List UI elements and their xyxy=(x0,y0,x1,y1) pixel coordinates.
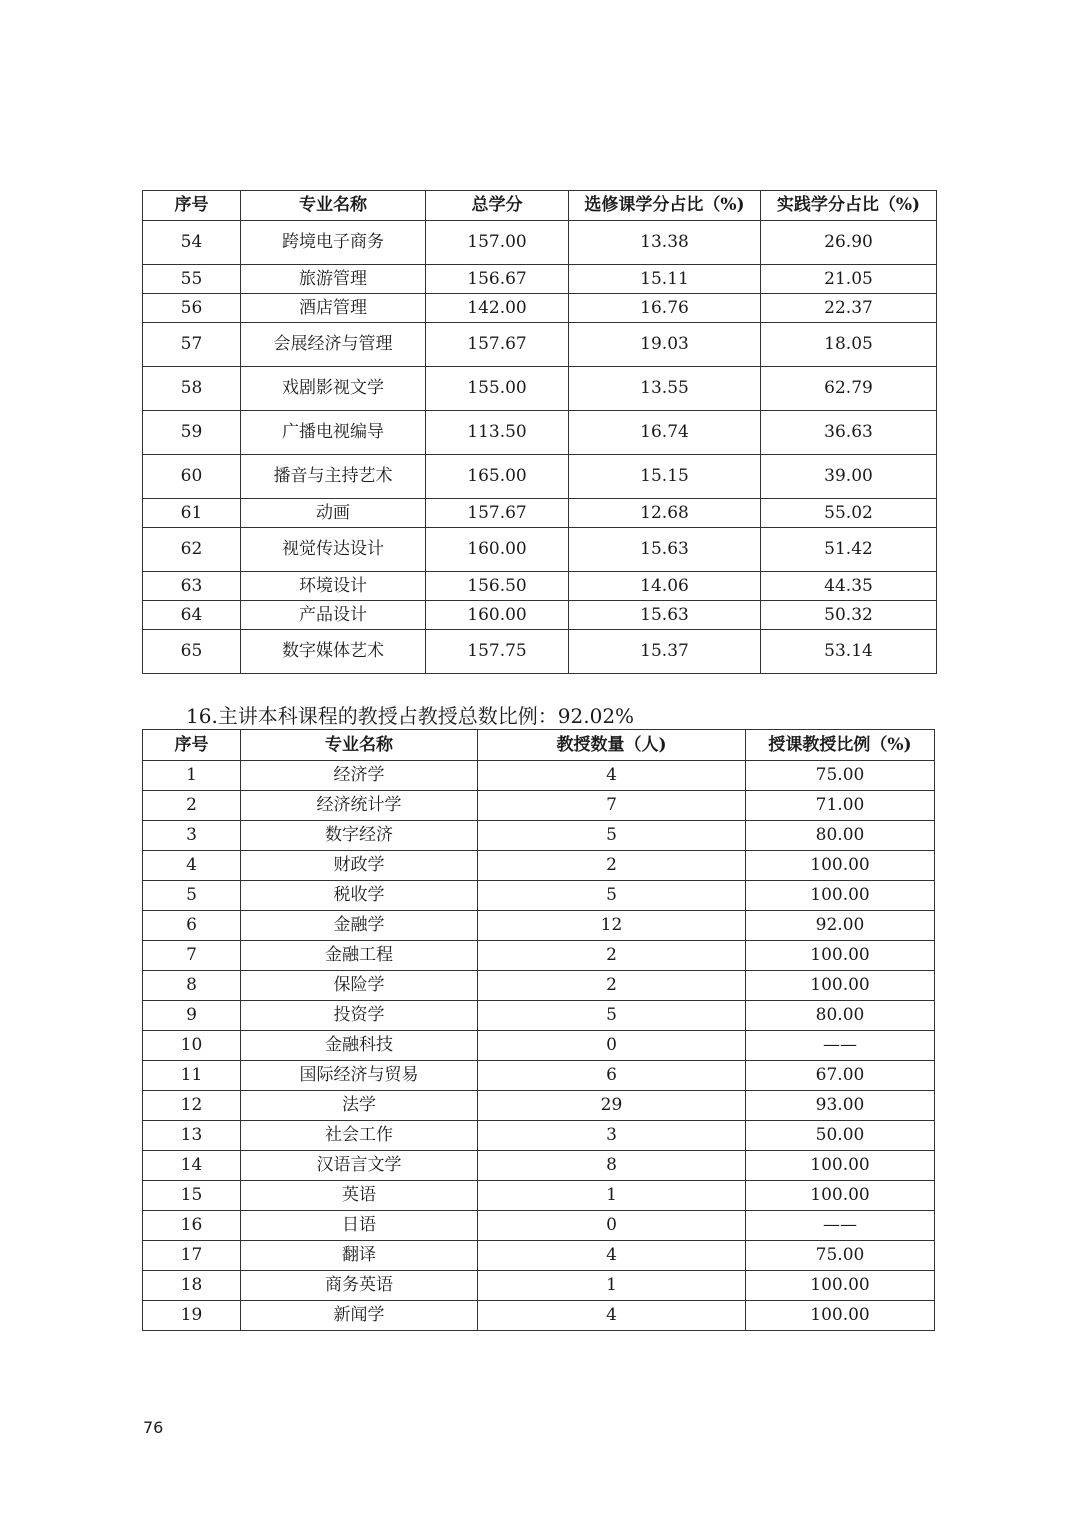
table-row xyxy=(143,1091,935,1121)
table-cell: 50.32 xyxy=(761,601,937,630)
table-row xyxy=(143,1001,935,1031)
table-cell: 71.00 xyxy=(746,791,935,821)
table-cell: 2 xyxy=(478,851,746,881)
table-cell: 12 xyxy=(143,1091,241,1121)
table-row xyxy=(143,1271,935,1301)
table-row xyxy=(143,367,937,411)
header-cell: 序号 xyxy=(143,730,241,761)
table-row xyxy=(143,791,935,821)
table-cell: 13 xyxy=(143,1121,241,1151)
table-cell: 15.63 xyxy=(569,528,761,572)
table-cell: 投资学 xyxy=(241,1001,478,1031)
table-cell: 2 xyxy=(478,941,746,971)
table-cell: 数字媒体艺术 xyxy=(241,630,426,674)
table-cell: 15.11 xyxy=(569,265,761,294)
table-cell: 80.00 xyxy=(746,821,935,851)
table-cell: 64 xyxy=(143,601,241,630)
table-cell: 100.00 xyxy=(746,1181,935,1211)
header-cell: 序号 xyxy=(143,191,241,221)
table-cell: 36.63 xyxy=(761,411,937,455)
header-cell: 总学分 xyxy=(426,191,569,221)
table-cell: 0 xyxy=(478,1211,746,1241)
page-number: 76 xyxy=(143,1418,164,1437)
table-cell: 160.00 xyxy=(426,601,569,630)
table-cell: 62 xyxy=(143,528,241,572)
table-row xyxy=(143,1241,935,1271)
table-row xyxy=(143,821,935,851)
table-cell: 157.00 xyxy=(426,221,569,265)
table-cell: 16 xyxy=(143,1211,241,1241)
table-row xyxy=(143,911,935,941)
table-row xyxy=(143,971,935,1001)
table-cell: 21.05 xyxy=(761,265,937,294)
table-row xyxy=(143,221,937,265)
table-cell: 15.15 xyxy=(569,455,761,499)
table-cell: 5 xyxy=(478,1001,746,1031)
table-cell: 12.68 xyxy=(569,499,761,528)
table-cell: 13.38 xyxy=(569,221,761,265)
table-cell: 2 xyxy=(143,791,241,821)
table-row xyxy=(143,1061,935,1091)
table-cell: 19.03 xyxy=(569,323,761,367)
table-cell: 税收学 xyxy=(241,881,478,911)
table-cell: 22.37 xyxy=(761,294,937,323)
table-cell: 57 xyxy=(143,323,241,367)
table-cell: 6 xyxy=(143,911,241,941)
table-cell: 156.67 xyxy=(426,265,569,294)
table-cell: 67.00 xyxy=(746,1061,935,1091)
table-cell: 3 xyxy=(143,821,241,851)
table-cell: 数字经济 xyxy=(241,821,478,851)
table-cell: 157.67 xyxy=(426,323,569,367)
table-cell: 65 xyxy=(143,630,241,674)
table-cell: 50.00 xyxy=(746,1121,935,1151)
header-cell: 专业名称 xyxy=(241,730,478,761)
table-row xyxy=(143,1151,935,1181)
table-row xyxy=(143,881,935,911)
table-cell: 4 xyxy=(478,761,746,791)
table-header-row xyxy=(143,730,935,761)
table-cell: 8 xyxy=(143,971,241,1001)
header-cell: 选修课学分占比（%) xyxy=(569,191,761,221)
table-cell: 新闻学 xyxy=(241,1301,478,1331)
table-row xyxy=(143,1211,935,1241)
table-cell: 80.00 xyxy=(746,1001,935,1031)
table-row xyxy=(143,1301,935,1331)
table-row xyxy=(143,1121,935,1151)
table-cell: 戏剧影视文学 xyxy=(241,367,426,411)
table-cell: 6 xyxy=(478,1061,746,1091)
professor-teaching-table xyxy=(142,729,935,1331)
table-cell: 金融学 xyxy=(241,911,478,941)
table-row xyxy=(143,323,937,367)
table-cell: 翻译 xyxy=(241,1241,478,1271)
table-cell: 金融科技 xyxy=(241,1031,478,1061)
table-cell: 5 xyxy=(478,821,746,851)
table-cell: 16.76 xyxy=(569,294,761,323)
table-cell: 14 xyxy=(143,1151,241,1181)
table-cell: 59 xyxy=(143,411,241,455)
table-cell: 55.02 xyxy=(761,499,937,528)
table-cell: 75.00 xyxy=(746,761,935,791)
table-cell: 53.14 xyxy=(761,630,937,674)
table-cell: 10 xyxy=(143,1031,241,1061)
table-cell: 44.35 xyxy=(761,572,937,601)
table-row xyxy=(143,761,935,791)
table-cell: 1 xyxy=(478,1181,746,1211)
table-cell: 国际经济与贸易 xyxy=(241,1061,478,1091)
table-row xyxy=(143,499,937,528)
table-cell: 62.79 xyxy=(761,367,937,411)
table-row xyxy=(143,265,937,294)
table-cell: 156.50 xyxy=(426,572,569,601)
table-cell: 55 xyxy=(143,265,241,294)
table-row xyxy=(143,1031,935,1061)
table-cell: 12 xyxy=(478,911,746,941)
table-cell: 26.90 xyxy=(761,221,937,265)
table-cell: 保险学 xyxy=(241,971,478,1001)
section-caption: 16.主讲本科课程的教授占教授总数比例：92.02% xyxy=(186,704,635,728)
table-cell: 157.75 xyxy=(426,630,569,674)
table-row xyxy=(143,601,937,630)
table-cell: 经济学 xyxy=(241,761,478,791)
table-cell: 92.00 xyxy=(746,911,935,941)
table-cell: 英语 xyxy=(241,1181,478,1211)
table-cell: 法学 xyxy=(241,1091,478,1121)
table-cell: 旅游管理 xyxy=(241,265,426,294)
table-cell: 广播电视编导 xyxy=(241,411,426,455)
credit-ratio-table xyxy=(142,190,937,674)
table-cell: 15.63 xyxy=(569,601,761,630)
table-cell: 5 xyxy=(478,881,746,911)
header-cell: 授课教授比例（%) xyxy=(746,730,935,761)
table-cell: 4 xyxy=(478,1241,746,1271)
header-cell: 教授数量（人) xyxy=(478,730,746,761)
table-cell: 视觉传达设计 xyxy=(241,528,426,572)
table-cell: 142.00 xyxy=(426,294,569,323)
table-cell: 18.05 xyxy=(761,323,937,367)
table-cell: 18 xyxy=(143,1271,241,1301)
table-cell: 动画 xyxy=(241,499,426,528)
table-cell: 日语 xyxy=(241,1211,478,1241)
table-cell: 经济统计学 xyxy=(241,791,478,821)
table-row xyxy=(143,455,937,499)
table-cell: 1 xyxy=(143,761,241,791)
header-cell: 专业名称 xyxy=(241,191,426,221)
table-cell: 60 xyxy=(143,455,241,499)
table-cell: 29 xyxy=(478,1091,746,1121)
table-cell: 61 xyxy=(143,499,241,528)
table-cell: 155.00 xyxy=(426,367,569,411)
table-cell: 11 xyxy=(143,1061,241,1091)
table-cell: 产品设计 xyxy=(241,601,426,630)
table-cell: 13.55 xyxy=(569,367,761,411)
table-cell: 社会工作 xyxy=(241,1121,478,1151)
table-cell: 7 xyxy=(478,791,746,821)
table-cell: 100.00 xyxy=(746,851,935,881)
table-cell: 100.00 xyxy=(746,1271,935,1301)
table-cell: 100.00 xyxy=(746,941,935,971)
table-row xyxy=(143,941,935,971)
table-cell: 环境设计 xyxy=(241,572,426,601)
table-row xyxy=(143,294,937,323)
table-row xyxy=(143,851,935,881)
table-cell: 16.74 xyxy=(569,411,761,455)
table-row xyxy=(143,528,937,572)
table-cell: 1 xyxy=(478,1271,746,1301)
table-cell: 17 xyxy=(143,1241,241,1271)
table-cell: 5 xyxy=(143,881,241,911)
table-cell: 54 xyxy=(143,221,241,265)
table-cell: 4 xyxy=(478,1301,746,1331)
table-cell: 会展经济与管理 xyxy=(241,323,426,367)
table-cell: 跨境电子商务 xyxy=(241,221,426,265)
table-cell: 75.00 xyxy=(746,1241,935,1271)
header-cell: 实践学分占比（%) xyxy=(761,191,937,221)
table-cell: 2 xyxy=(478,971,746,1001)
table-cell: 93.00 xyxy=(746,1091,935,1121)
table-cell: 15 xyxy=(143,1181,241,1211)
table-cell: 39.00 xyxy=(761,455,937,499)
table-cell: 100.00 xyxy=(746,881,935,911)
table-cell: 7 xyxy=(143,941,241,971)
table-cell: 100.00 xyxy=(746,1301,935,1331)
table-cell: 3 xyxy=(478,1121,746,1151)
table-cell: 9 xyxy=(143,1001,241,1031)
table-cell: 汉语言文学 xyxy=(241,1151,478,1181)
table-cell: 财政学 xyxy=(241,851,478,881)
table-row xyxy=(143,630,937,674)
table-cell: 播音与主持艺术 xyxy=(241,455,426,499)
table-row xyxy=(143,572,937,601)
table-cell: 58 xyxy=(143,367,241,411)
table-cell: 酒店管理 xyxy=(241,294,426,323)
table-cell: 51.42 xyxy=(761,528,937,572)
table-cell: 15.37 xyxy=(569,630,761,674)
table-cell: 14.06 xyxy=(569,572,761,601)
table-cell: 商务英语 xyxy=(241,1271,478,1301)
table-cell: 63 xyxy=(143,572,241,601)
table-cell: 19 xyxy=(143,1301,241,1331)
table-cell: —— xyxy=(746,1031,935,1061)
table-cell: 金融工程 xyxy=(241,941,478,971)
table-cell: 157.67 xyxy=(426,499,569,528)
table-cell: 4 xyxy=(143,851,241,881)
table-cell: 100.00 xyxy=(746,971,935,1001)
table-cell: 160.00 xyxy=(426,528,569,572)
table-cell: 8 xyxy=(478,1151,746,1181)
table-cell: 0 xyxy=(478,1031,746,1061)
table-cell: 165.00 xyxy=(426,455,569,499)
table-cell: 100.00 xyxy=(746,1151,935,1181)
table-header-row xyxy=(143,191,937,221)
table-cell: 56 xyxy=(143,294,241,323)
table-cell: 113.50 xyxy=(426,411,569,455)
table-row xyxy=(143,1181,935,1211)
table-cell: —— xyxy=(746,1211,935,1241)
table-row xyxy=(143,411,937,455)
